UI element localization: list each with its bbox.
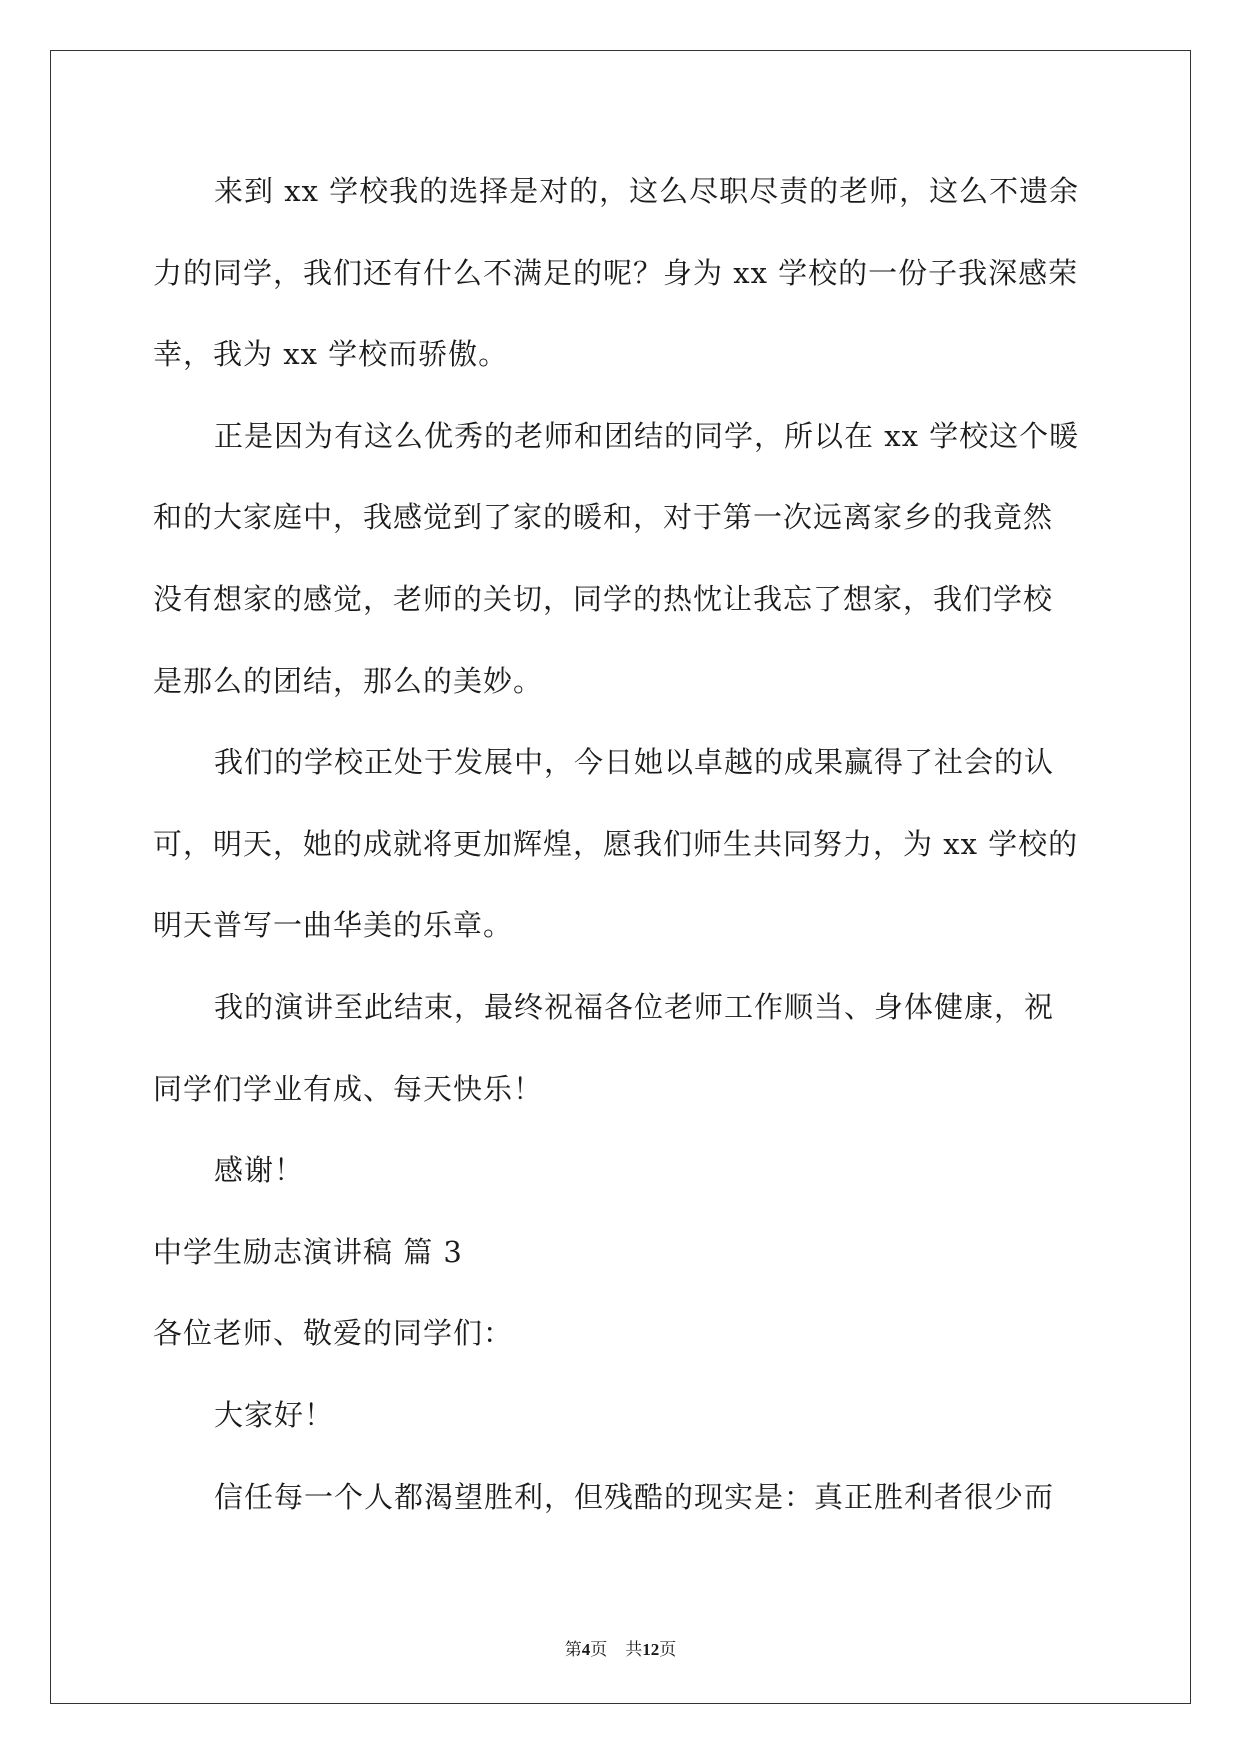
- paragraph-line: 我们的学校正处于发展中，今日她以卓越的成果赢得了社会的认: [214, 745, 1055, 780]
- paragraph-line: 幸，我为 xx 学校而骄傲。: [153, 337, 509, 372]
- paragraph-line: 是那么的团结，那么的美妙。: [153, 663, 544, 698]
- paragraph-line: 我的演讲至此结束，最终祝福各位老师工作顺当、身体健康，祝: [214, 989, 1055, 1024]
- salutation-line: 各位老师、敬爱的同学们：: [153, 1316, 514, 1351]
- paragraph-line: 同学们学业有成、每天快乐！: [153, 1071, 544, 1106]
- paragraph-line: 没有想家的感觉，老师的关切，同学的热忱让我忘了想家，我们学校: [153, 581, 1054, 616]
- footer-total-prefix: 共: [625, 1640, 643, 1660]
- paragraph-line: 信任每一个人都渴望胜利，但残酷的现实是：真正胜利者很少而: [214, 1479, 1055, 1514]
- paragraph-line: 明天普写一曲华美的乐章。: [153, 908, 514, 943]
- paragraph-line: 来到 xx 学校我的选择是对的，这么尽职尽责的老师，这么不遗余: [214, 174, 1080, 208]
- section-heading: 中学生励志演讲稿 篇 3: [153, 1234, 463, 1269]
- footer-prefix: 第: [564, 1640, 582, 1660]
- paragraph-line: 和的大家庭中，我感觉到了家的暖和，对于第一次远离家乡的我竟然: [153, 500, 1054, 535]
- page-footer: [0, 1635, 1241, 1660]
- footer-total-pages: 12: [642, 1640, 660, 1659]
- greeting-line: 大家好！: [214, 1397, 335, 1432]
- paragraph-line: 力的同学，我们还有什么不满足的呢？身为 xx 学校的一份子我深感荣: [153, 255, 1079, 290]
- footer-page-word: 页: [590, 1640, 608, 1660]
- footer-current-page: 4: [581, 1640, 591, 1659]
- paragraph-line: 感谢！: [214, 1153, 305, 1188]
- footer-total-suffix: 页: [659, 1640, 677, 1660]
- paragraph-line: 可，明天，她的成就将更加辉煌，愿我们师生共同努力，为 xx 学校的: [153, 826, 1079, 861]
- paragraph-line: 正是因为有这么优秀的老师和团结的同学，所以在 xx 学校这个暖: [214, 418, 1080, 453]
- document-body: [153, 165, 1088, 1552]
